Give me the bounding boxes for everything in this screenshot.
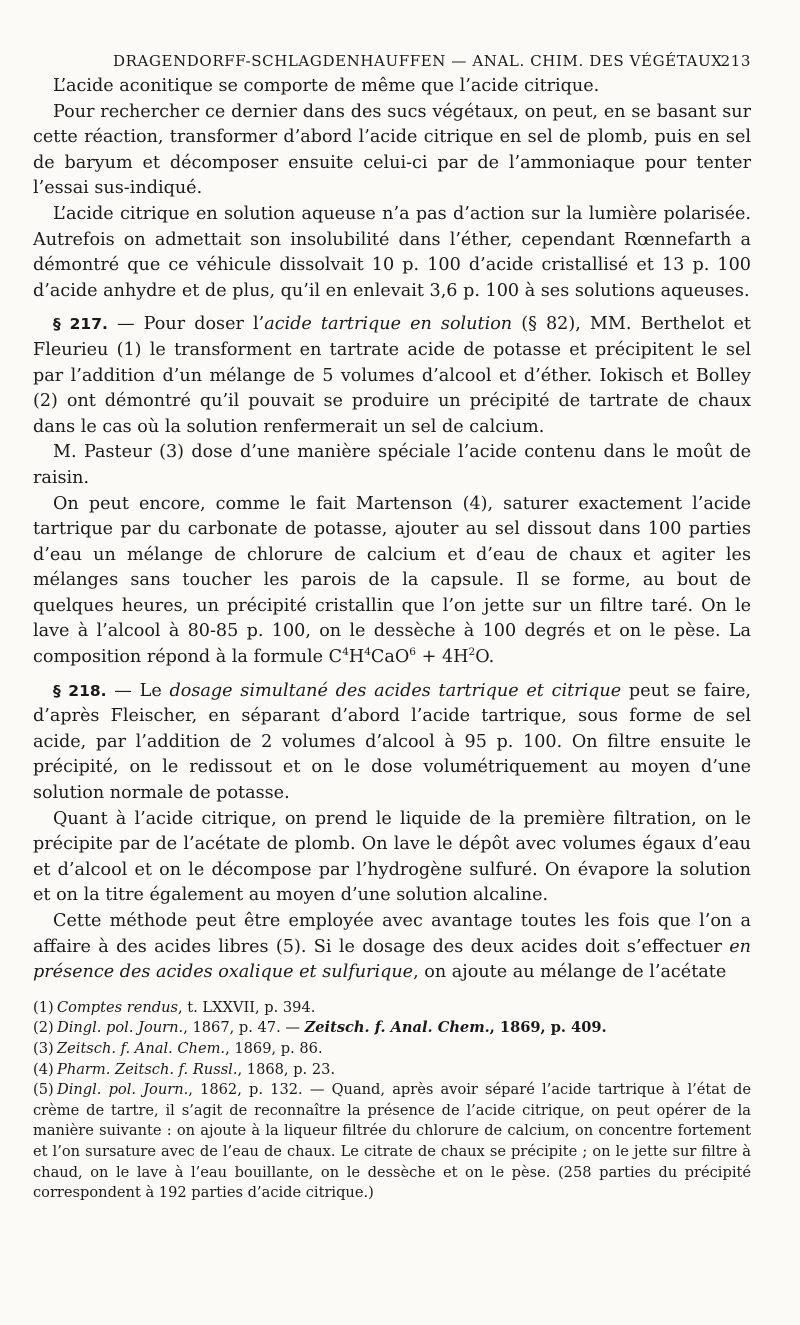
running-title: DRAGENDORFF-SCHLAGDENHAUFFEN — ANAL. CHIM. DES VÉGÉTAUX [113,52,723,70]
text-run: — Pour doser l’ [107,314,265,335]
section-number: § 217. [53,315,108,334]
page-number: 213 [720,52,751,70]
footnote-2: (2) Dingl. pol. Journ., 1867, p. 47. — Zeitsch. f. Anal. Chem., 1869, p. 409. [33,1019,607,1037]
italic-run: acide tartrique en solution [264,314,513,335]
footnote-4: (4) Pharm. Zeitsch. f. Russl., 1868, p. 23. [33,1060,336,1078]
paragraph [33,909,751,986]
paragraph: M. Pasteur (3) dose d’une manière spéciale l’acide contenu dans le moût de raisin. [33,442,751,488]
chemical-formula: $C^4H^4CaO^6 + 4H^2O$. [328,646,495,668]
page [33,44,751,1204]
text-run: — Le [106,680,170,701]
section-218 [33,679,751,807]
text-run: peut se faire, d’après Fleischer, en séparant d’abord l’acide tartrique, sous forme de sel acide, par l’addition de 2 volumes d’alcool à 95 p. 100. On filtre ensuite le précipité, on le redissout et on le dose volumétriquement au moyen d’une solution normale de potasse. [33,680,751,804]
text-run: , on ajoute au mélange de l’acétate [413,962,727,983]
text-run: Cette méthode peut être employée avec avantage toutes les fois que l’on a affaire à des acides libres (5). Si le dosage des deux acides doit s’effectuer [33,911,751,957]
italic-run: en présence des acides oxalique et sulfurique [33,936,751,983]
footnote-5: (5) Dingl. pol. Journ., 1862, p. 132. — Quand, après avoir séparé l’acide tartrique à l’état de crème de tartre, il s’agit de reconnaître la présence de l’acide citrique, on peut opérer de la manière suivante : on ajoute à la liqueur filtrée du chlorure de calcium, on concentre fortement et l’on sursature avec de l’eau de chaux. Le citrate de chaux se précipite ; on le jette sur filtre à chaud, on le lave à l’eau bouillante, on le dessèche et on le pèse. (258 parties du précipité correspondent à 192 parties d’acide citrique.) [33,1081,751,1202]
text-run: (§ 82), MM. Berthelot et Fleurieu (1) le transforment en tartrate acide de potasse et précipitent le sel par l’addition d’un mélange de 5 volumes d’alcool et d’éther. Iokisch et Bolley (2) ont démontré qu’il pouvait se produire un précipité de tartrate de chaux dans le cas où la solution renfermerait un sel de calcium. [33,314,751,437]
italic-run: dosage simultané des acides tartrique et citrique [169,680,622,701]
footnote-1: (1) Comptes rendus, t. LXXVII, p. 394. [33,998,316,1016]
running-header [33,44,751,74]
section-number: § 218. [53,681,107,700]
section-217 [33,312,751,440]
paragraph: Pour rechercher ce dernier dans des sucs végétaux, on peut, en se basant sur cette réaction, transformer d’abord l’acide citrique en sel de plomb, puis en sel de baryum et décomposer ensuite celui-ci par de l’ammoniaque pour tenter l’essai sus-indiqué. [33,101,751,199]
paragraph: Quant à l’acide citrique, on prend le liquide de la première filtration, on le précipite par de l’acétate de plomb. On lave le dépôt avec volumes égaux d’eau et d’alcool et on le décompose par l’hydrogène sulfuré. On évapore la solution et on la titre également au moyen d’une solution alcaline. [33,808,751,906]
body-text [33,74,751,986]
paragraph: L’acide citrique en solution aqueuse n’a pas d’action sur la lumière polarisée. Autrefois on admettait son insolubilité dans l’éther, cependant Rœnnefarth a démontré que ce véhicule dissolvait 10 p. 100 d’acide cristallisé et 13 p. 100 d’acide anhydre et de plus, qu’il en enlevait 3,6 p. 100 à ses solutions aqueuses. [33,203,751,301]
text-run: On peut encore, comme le fait Martenson (4), saturer exactement l’acide tartrique par du carbonate de potasse, ajouter au sel dissout dans 100 parties d’eau un mélange de chlorure de calcium et d’eau de chaux et agiter les mélanges sans toucher les parois de la capsule. Il se forme, au bout de quelques heures, un précipité cristallin que l’on jette sur un filtre taré. On le lave à l’alcool à 80-85 p. 100, on le dessèche à 100 degrés et on le pèse. La composition répond à la formule [33,493,751,668]
footnotes [33,998,751,1204]
paragraph-formula [33,492,751,671]
footnote-3: (3) Zeitsch. f. Anal. Chem., 1869, p. 86. [33,1039,323,1057]
paragraph: L’acide aconitique se comporte de même que l’acide citrique. [53,76,600,96]
